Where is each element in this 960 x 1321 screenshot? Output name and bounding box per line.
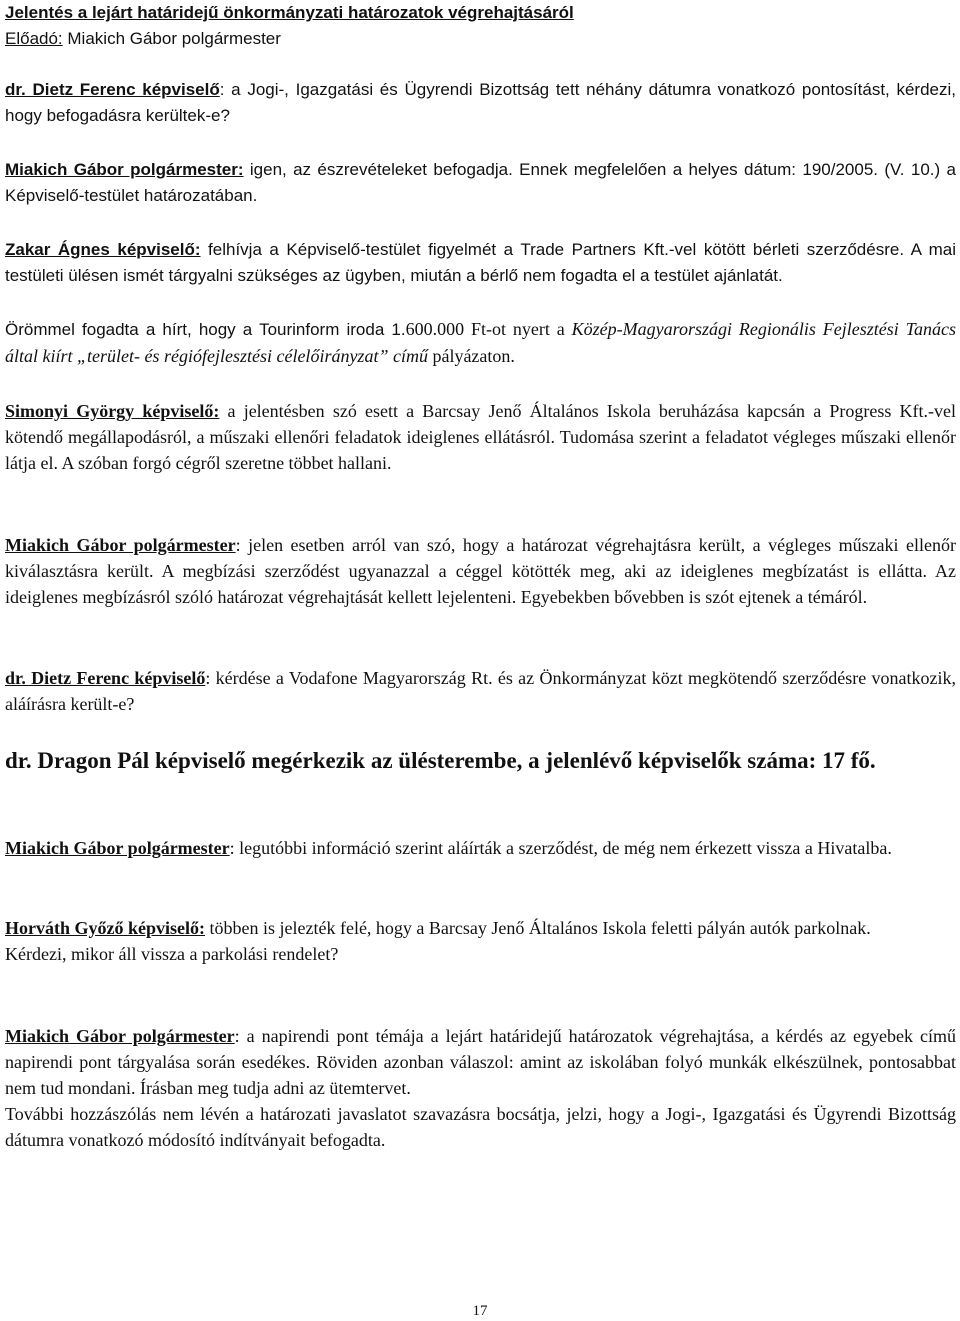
- speaker-name: Zakar Ágnes képviselő:: [5, 240, 201, 259]
- speech-text: : a napirendi pont témája a lejárt határidejű határozatok végrehajtása, a kérdés az egyebek című napirendi pont tárgyalása során esedékes. Röviden azonban válaszol: amint az iskolában folyó munkák elkészülnek, pontosabbat nem tud mondani. Írásban meg tudja adni az ütemtervet.: [5, 1026, 957, 1098]
- paragraph-tourinform-text: Örömmel fogadta a hírt, hogy a Tourinform iroda 1.600.000 Ft-ot nyert a Közép-Magyarországi Regionális Fejlesztési Tanács által kiírt „terület- és régiófejlesztési célelőirányzat” című pályázaton.: [5, 319, 956, 366]
- paragraph-miakich-3: [5, 835, 956, 861]
- presenter-name: Miakich Gábor polgármester: [62, 29, 281, 48]
- paragraph-miakich-4: [5, 1023, 956, 1153]
- speaker-name: Simonyi György képviselő:: [5, 401, 220, 421]
- presenter-line: [5, 26, 956, 52]
- speech-text: : legutóbbi információ szerint aláírták a szerződést, de még nem érkezett vissza a Hivatalba.: [229, 838, 892, 858]
- grant-name: Közép-Magyarországi Regionális Fejlesztési Tanács által kiírt „terület- és régiófejlesztési célelőirányzat” című: [5, 319, 956, 366]
- report-title: [5, 0, 956, 26]
- speaker-name: Miakich Gábor polgármester: [5, 1026, 235, 1046]
- speech-question: Kérdezi, mikor áll vissza a parkolási rendelet?: [5, 944, 339, 964]
- page-number: 17: [472, 1303, 488, 1319]
- paragraph-horvath: [5, 915, 956, 967]
- paragraph-miakich-1: [5, 157, 956, 209]
- speech-text: : jelen esetben arról van szó, hogy a határozat végrehajtásra került, a végleges műszaki ellenőr kiválasztásra került. A megbízási szerződést ugyanazzal a céggel kötötték meg, aki az ideiglenes megbízatást is ellátta. Az ideiglenes megbízásról szóló határozat végrehajtását kellett lejelenteni. Egyebekben bővebben is szót ejtenek a témáról.: [5, 535, 957, 607]
- document-header: [5, 0, 956, 52]
- paragraph-simonyi: [5, 398, 956, 476]
- paragraph-dietz-2: [5, 665, 956, 717]
- paragraph-zakar: [5, 237, 956, 289]
- speaker-name: Miakich Gábor polgármester: [5, 838, 230, 858]
- paragraph-dietz-1: dr. Dietz Ferenc képviselő: a Jogi-, Igazgatási és Ügyrendi Bizottság tett néhány dátumra vonatkozó pontosítást, kérdezi, hogy befogadásra kerültek-e?: [5, 80, 956, 125]
- speech-text: többen is jelezték felé, hogy a Barcsay Jenő Általános Iskola feletti pályán autók parkolnak.: [205, 918, 871, 938]
- attendance-notice: dr. Dragon Pál képviselő megérkezik az ülésterembe, a jelenlévő képviselők száma: 17 fő.: [5, 748, 876, 773]
- paragraph-miakich-2: [5, 532, 956, 610]
- closing-text: További hozzászólás nem lévén a határozati javaslatot szavazásra bocsátja, jelzi, hogy a Jogi-, Igazgatási és Ügyrendi Bizottság dátumra vonatkozó módosító indítványait befogadta.: [5, 1104, 956, 1150]
- speaker-name: Horváth Győző képviselő:: [5, 918, 205, 938]
- speech-text-continuation: A mai testületi ülésen ismét tárgyalni szükséges az ügyben, miután a bérlő nem fogadta el a testület ajánlatát.: [5, 240, 956, 285]
- speaker-name: dr. Dietz Ferenc képviselő: [5, 80, 220, 99]
- speaker-name: dr. Dietz Ferenc képviselő: [5, 668, 206, 688]
- speaker-name: Miakich Gábor polgármester:: [5, 160, 244, 179]
- speech-text: felhívja a Képviselő-testület figyelmét a Trade Partners Kft.-vel kötött bérleti szerződésre.: [200, 240, 905, 259]
- presenter-label: Előadó:: [5, 29, 63, 48]
- speech-text: a jelentésben szó esett a Barcsay Jenő Általános Iskola beruházása kapcsán a Progress Kft.-vel kötendő megállapodásról, a műszaki ellenőri feladatok ideiglenes ellátásról. Tudomása szerint a feladatot végleges műszaki ellenőr látja el. A szóban forgó cégről szeretne többet hallani.: [5, 401, 956, 473]
- report-title-text: Jelentés a lejárt határidejű önkormányzati határozatok végrehajtásáról: [5, 3, 574, 22]
- speech-text: igen, az észrevételeket befogadja. Ennek megfelelően a helyes dátum: 190/2005. (V. 10.) a Képviselő-testület határozatában.: [5, 160, 956, 205]
- speaker-name: Miakich Gábor polgármester: [5, 535, 236, 555]
- speech-text: : kérdése a Vodafone Magyarország Rt. és az Önkormányzat közt megkötendő szerződésre vonatkozik, aláírásra került-e?: [5, 668, 956, 714]
- speech-text: a Jogi-, Igazgatási és Ügyrendi Bizottság tett néhány dátumra vonatkozó pontosítást, kérdezi, hogy befogadásra kerültek-e?: [5, 80, 956, 125]
